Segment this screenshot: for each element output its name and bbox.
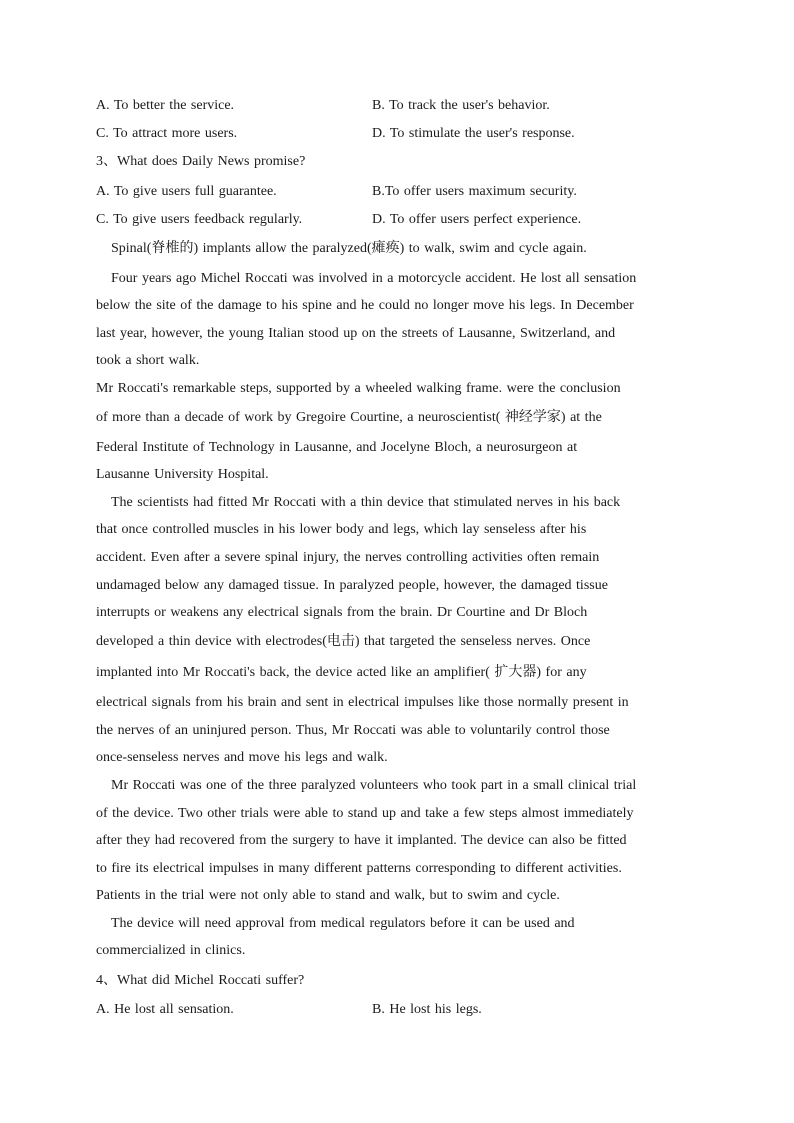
passage-line: of the device. Two other trials were able to stand up and take a few steps almost immediately (96, 806, 634, 821)
passage-line: of more than a decade of work by Gregoire Courtine, a neuroscientist( 神经学家) at the (96, 410, 602, 425)
passage-line: commercialized in clinics. (96, 943, 246, 958)
q2-option-b: B. To track the user's behavior. (372, 98, 550, 113)
passage-line: Mr Roccati's remarkable steps, supported by a wheeled walking frame. were the conclusion (96, 381, 621, 396)
passage-line: Mr Roccati was one of the three paralyzed volunteers who took part in a small clinical trial (111, 778, 637, 793)
q2-option-a: A. To better the service. (96, 98, 235, 113)
passage-line: Federal Institute of Technology in Lausanne, and Jocelyne Bloch, a neurosurgeon at (96, 440, 578, 455)
passage-line: interrupts or weakens any electrical signals from the brain. Dr Courtine and Dr Bloch (96, 605, 588, 620)
passage-title: Spinal(脊椎的) implants allow the paralyzed(瘫痪) to walk, swim and cycle again. (111, 241, 587, 256)
q4-question: 4、What did Michel Roccati suffer? (96, 973, 305, 988)
passage-line: after they had recovered from the surgery to have it implanted. The device can also be fitted (96, 833, 627, 848)
q2-option-c: C. To attract more users. (96, 126, 238, 141)
q4-option-a: A. He lost all sensation. (96, 1002, 234, 1017)
passage-line: the nerves of an uninjured person. Thus, Mr Roccati was able to voluntarily control those (96, 723, 610, 738)
passage-line: below the site of the damage to his spine and he could no longer move his legs. In December (96, 298, 634, 313)
passage-line: undamaged below any damaged tissue. In paralyzed people, however, the damaged tissue (96, 578, 608, 593)
passage-line: once-senseless nerves and move his legs and walk. (96, 750, 388, 765)
passage-line: to fire its electrical impulses in many different patterns corresponding to different activities. (96, 861, 622, 876)
passage-line: Four years ago Michel Roccati was involved in a motorcycle accident. He lost all sensation (111, 271, 637, 286)
passage-line: implanted into Mr Roccati's back, the device acted like an amplifier( 扩大器) for any (96, 665, 587, 680)
q3-option-b: B.To offer users maximum security. (372, 184, 577, 199)
passage-line: that once controlled muscles in his lower body and legs, which lay senseless after his (96, 522, 587, 537)
passage-line: The device will need approval from medical regulators before it can be used and (111, 916, 575, 931)
passage-line: The scientists had fitted Mr Roccati with a thin device that stimulated nerves in his back (111, 495, 621, 510)
passage-line: Lausanne University Hospital. (96, 467, 269, 482)
q3-option-c: C. To give users feedback regularly. (96, 212, 303, 227)
passage-line: accident. Even after a severe spinal injury, the nerves controlling activities often remain (96, 550, 600, 565)
passage-line: developed a thin device with electrodes(电击) that targeted the senseless nerves. Once (96, 634, 591, 649)
passage-line: took a short walk. (96, 353, 200, 368)
q4-option-b: B. He lost his legs. (372, 1002, 482, 1017)
passage-line: Patients in the trial were not only able to stand and walk, but to swim and cycle. (96, 888, 560, 903)
passage-line: last year, however, the young Italian stood up on the streets of Lausanne, Switzerland, and (96, 326, 616, 341)
q3-option-d: D. To offer users perfect experience. (372, 212, 582, 227)
passage-line: electrical signals from his brain and sent in electrical impulses like those normally present in (96, 695, 629, 710)
q3-option-a: A. To give users full guarantee. (96, 184, 277, 199)
q2-option-d: D. To stimulate the user's response. (372, 126, 575, 141)
q3-question: 3、What does Daily News promise? (96, 154, 306, 169)
